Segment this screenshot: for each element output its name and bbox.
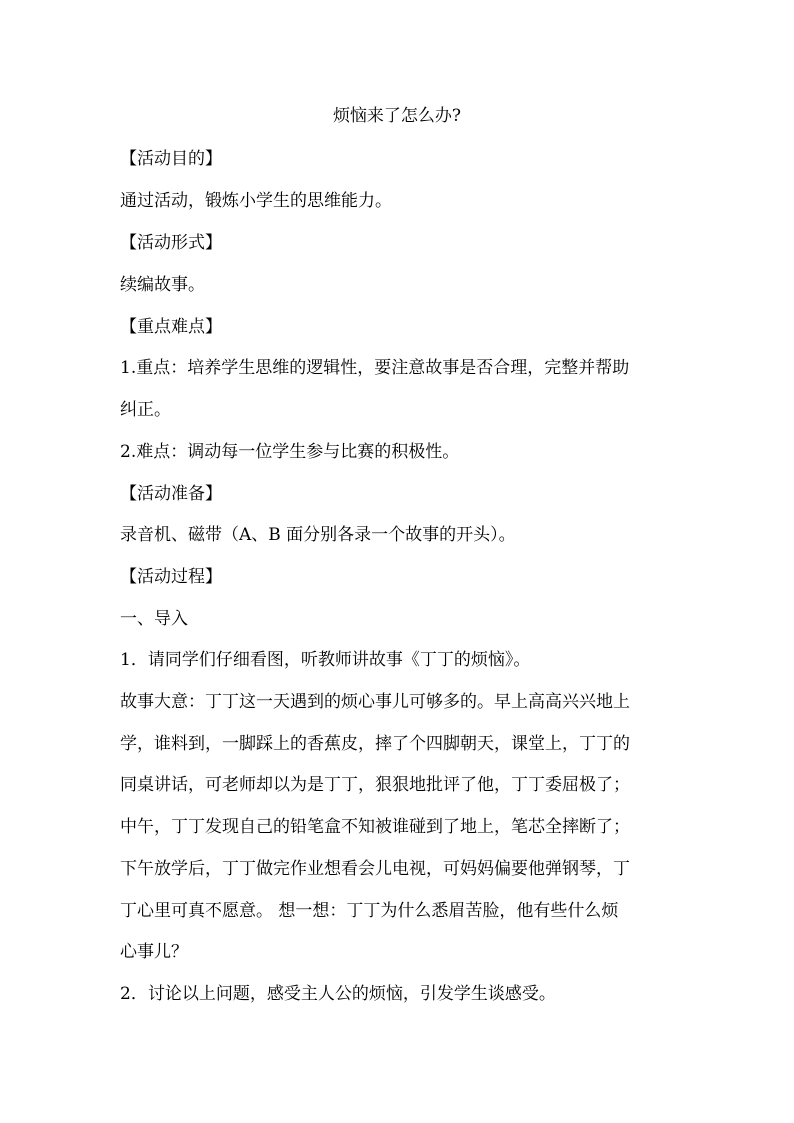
paragraph-line: 录音机、磁带（A、B 面分别各录一个故事的开头）。 [120, 525, 516, 545]
paragraph-line: 中午，丁丁发现自己的铅笔盒不知被谁碰到了地上，笔芯全摔断了； [120, 817, 630, 837]
heading-activity-process: 【活动过程】 [120, 567, 222, 587]
paragraph-line: 纠正。 [120, 400, 171, 420]
heading-activity-purpose: 【活动目的】 [120, 149, 222, 169]
document-title: 烦恼来了怎么办? [332, 106, 462, 126]
paragraph-line: 下午放学后，丁丁做完作业想看会儿电视，可妈妈偏要他弹钢琴，丁 [120, 859, 630, 879]
paragraph-line: 丁心里可真不愿意。 想一想：丁丁为什么悉眉苦脸，他有些什么烦 [120, 901, 619, 921]
paragraph-line: 续编故事。 [120, 275, 205, 295]
paragraph-line: 学，谁料到，一脚踩上的香蕉皮，摔了个四脚朝天，课堂上，丁丁的 [120, 734, 630, 754]
heading-activity-form: 【活动形式】 [120, 233, 222, 253]
section-heading-intro: 一、导入 [120, 609, 188, 629]
heading-activity-preparation: 【活动准备】 [120, 484, 222, 504]
heading-key-difficulties: 【重点难点】 [120, 317, 222, 337]
paragraph-line: 同桌讲话，可老师却以为是丁丁，狠狠地批评了他，丁丁委屈极了； [120, 775, 630, 795]
paragraph-line: 2.难点：调动每一位学生参与比赛的积极性。 [120, 442, 460, 462]
list-item: 1．请同学们仔细看图，听教师讲故事《丁丁的烦恼》。 [120, 650, 531, 670]
paragraph-line: 通过活动，锻炼小学生的思维能力。 [120, 191, 392, 211]
list-item: 2．讨论以上问题，感受主人公的烦恼，引发学生谈感受。 [120, 984, 556, 1004]
paragraph-line: 心事儿？ [120, 942, 188, 962]
paragraph-line: 1.重点：培养学生思维的逻辑性，要注意故事是否合理，完整并帮助 [120, 358, 630, 378]
paragraph-line: 故事大意：丁丁这一天遇到的烦心事儿可够多的。早上高高兴兴地上 [120, 692, 630, 712]
